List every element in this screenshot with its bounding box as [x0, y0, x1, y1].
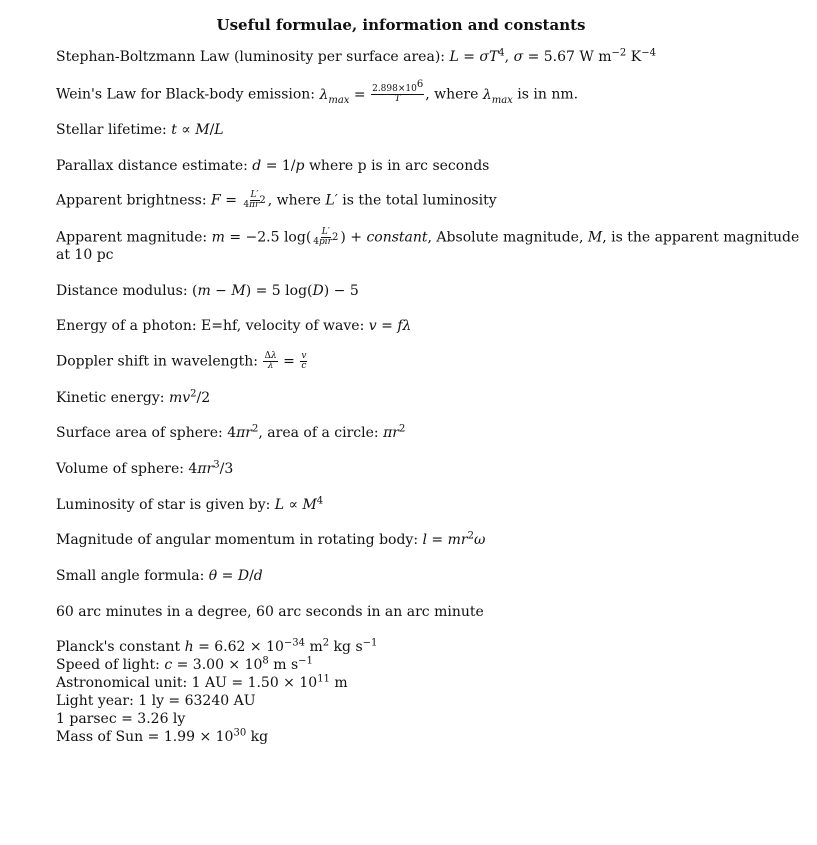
apparent-brightness: Apparent brightness: F = $\frac{L'}{4\pi r^2}$ , where L′ is the total luminosity [56, 190, 497, 210]
constant-label: Speed of light: [56, 657, 160, 673]
small-angle-formula: Small angle formula: θ = D/d [56, 568, 263, 584]
item-label: Stephan-Boltzmann Law (luminosity per surface area): [56, 49, 445, 65]
item-label: Wein's Law for Black-body emission: [56, 86, 316, 103]
item-label: Volume of sphere: [56, 461, 184, 477]
item-label: Apparent brightness: [56, 192, 207, 209]
constant-label: Planck's constant [56, 639, 181, 655]
item-label: Small angle formula: [56, 568, 205, 584]
mass-of-sun: Mass of Sun = $1.99 \times 10^{30}$ kg [56, 727, 269, 745]
item-label: Apparent magnitude: [56, 229, 208, 246]
wiens-law: Wein's Law for Black-body emission: $\lambda_{max}$ = $\frac{2.898\times 10^6}{T}$ , where $\lambda_{max}$ is in nm. [56, 79, 579, 106]
item-label: Surface area of sphere: [56, 425, 223, 441]
arc-units: 60 arc minutes in a degree, 60 arc seconds in an arc minute [56, 604, 484, 620]
item-label: Distance modulus: [56, 283, 188, 299]
volume-sphere: Volume of sphere: $4\pi r^3/3$ [56, 459, 234, 477]
distance-modulus: Distance modulus: (m − M) = 5 log(D) − 5 [56, 283, 359, 299]
stellar-lifetime: Stellar lifetime: t ∝ M/L [56, 122, 224, 138]
item-label: Kinetic energy: [56, 390, 165, 406]
apparent-magnitude: Apparent magnitude: m = −2.5 log( $\frac{L'}{4pir^2}$ ) + constant, Absolute magnitude, M, is the apparent magnitude [56, 227, 800, 247]
page-title: Useful formulae, information and constants [216, 16, 586, 34]
luminosity-star: Luminosity of star is given by: $L \propto M^4$ [56, 495, 324, 513]
parallax-distance: Parallax distance estimate: d = 1/p where p is in arc seconds [56, 158, 490, 174]
speed-of-light: Speed of light: $c = 3.00 \times 10^8$ m $s^{-1}$ [56, 655, 313, 673]
surface-area-sphere: Surface area of sphere: $4\pi r^2$, area of a circle: $\pi r^2$ [56, 423, 406, 441]
item-label: Luminosity of star is given by: [56, 497, 271, 513]
doppler-shift: Doppler shift in wavelength: $\frac{\Delta\lambda}{\lambda}$ = $\frac{v}{c}$ [56, 351, 307, 371]
constant-label: Mass of Sun = [56, 729, 160, 745]
stefan-boltzmann-law: Stephan-Boltzmann Law (luminosity per surface area): $L = \sigma T^4$, σ = 5.67 W $m^{-2}$ $K^{-4}$ [56, 47, 656, 65]
parsec: 1 parsec = 3.26 ly [56, 711, 186, 727]
angular-momentum: Magnitude of angular momentum in rotating body: $l = mr^2\omega$ [56, 530, 486, 548]
item-label: Parallax distance estimate: [56, 158, 248, 174]
item-label: Stellar lifetime: [56, 122, 167, 138]
kinetic-energy: Kinetic energy: $mv^2/2$ [56, 388, 211, 406]
planck-constant: Planck's constant $h = 6.62 \times 10^{-34}$ $m^2$ kg $s^{-1}$ [56, 637, 378, 655]
light-year: Light year: 1 ly = 63240 AU [56, 693, 256, 709]
item-label: Doppler shift in wavelength: [56, 353, 258, 370]
photon-energy: Energy of a photon: E=hf, velocity of wave: v = fλ [56, 318, 412, 334]
item-label: Magnitude of angular momentum in rotating body: [56, 532, 419, 548]
constant-label: Astronomical unit: 1 AU = [56, 675, 244, 691]
item-label: Energy of a photon: E=hf, velocity of wave: [56, 318, 365, 334]
astronomical-unit: Astronomical unit: 1 AU = $1.50 \times 10^{11}$ m [56, 673, 348, 691]
apparent-magnitude-continued: at 10 pc [56, 247, 114, 263]
